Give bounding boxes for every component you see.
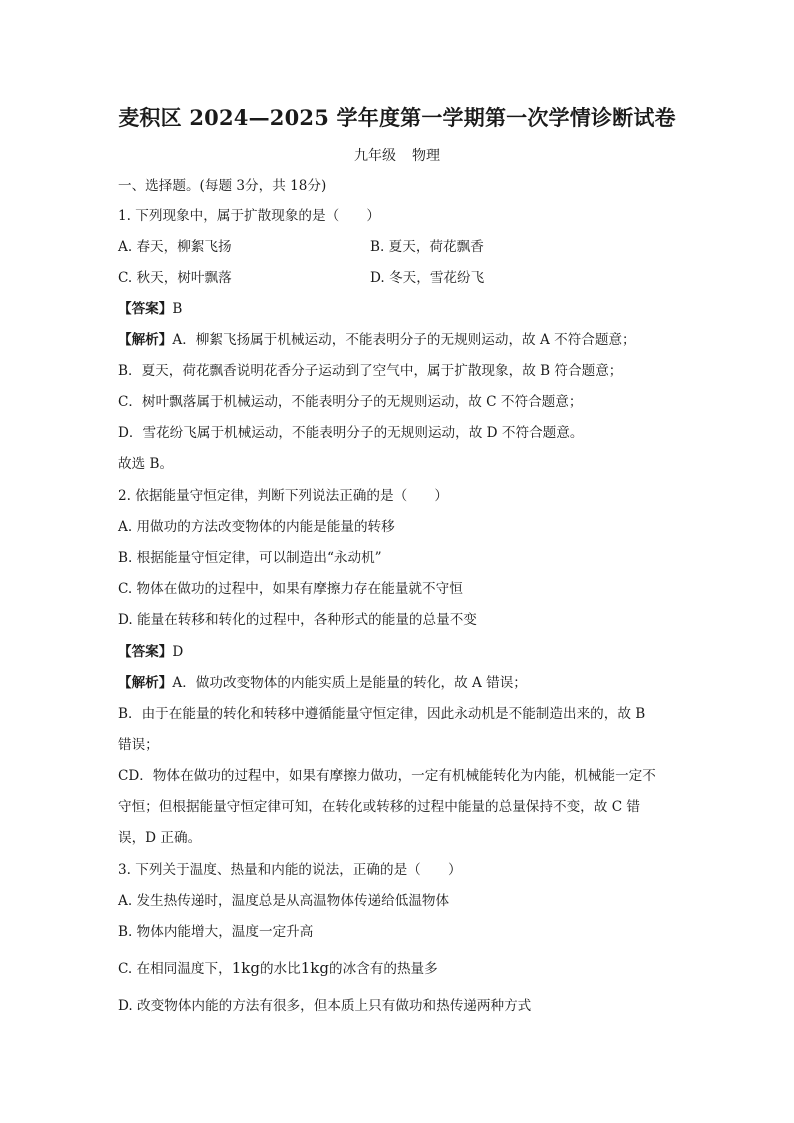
q3-option-d: D. 改变物体内能的方法有很多，但本质上只有做功和热传递两种方式 xyxy=(118,998,532,1014)
q3-option-b: B. 物体内能增大，温度一定升高 xyxy=(118,924,314,940)
section-heading: 一、选择题。(每题 3分，共 18分) xyxy=(118,178,327,194)
q1-stem: 1. 下列现象中，属于扩散现象的是（ ） xyxy=(118,208,380,224)
q2-answer xyxy=(118,642,183,662)
mass-unit: 1kg xyxy=(300,959,329,977)
analysis-text: A．柳絮飞扬属于机械运动，不能表明分子的无规则运动，故 A 不符合题意； xyxy=(172,332,636,348)
q1-option-b: B. 夏天，荷花飘香 xyxy=(370,239,484,255)
grade-label: 九年级 xyxy=(354,148,396,164)
mass-unit: 1kg xyxy=(231,959,260,977)
answer-label: 【答案】 xyxy=(118,644,173,660)
q3-option-c xyxy=(118,958,438,979)
q3-option-c-prefix: C. 在相同温度下， xyxy=(118,961,232,977)
q1-answer xyxy=(118,299,182,319)
q3-option-c-suffix: 的冰含有的热量多 xyxy=(329,961,438,977)
analysis-label: 【解析】 xyxy=(118,675,173,691)
q1-analysis-line: C．树叶飘落属于机械运动，不能表明分子的无规则运动，故 C 不符合题意； xyxy=(118,394,583,410)
q2-analysis-line: 误，D 正确。 xyxy=(118,830,202,846)
q1-option-a: A. 春天，柳絮飞扬 xyxy=(118,239,232,255)
q1-analysis-line: D．雪花纷飞属于机械运动，不能表明分子的无规则运动，故 D 不符合题意。 xyxy=(118,425,584,441)
answer-value: B xyxy=(172,301,183,317)
q1-conclusion: 故选 B。 xyxy=(118,456,174,472)
q2-analysis-line: 守恒；但根据能量守恒定律可知，在转化或转移的过程中能量的总量保持不变，故 C 错 xyxy=(118,799,641,815)
q2-option-b: B. 根据能量守恒定律，可以制造出“永动机” xyxy=(118,550,382,566)
q2-analysis-line: 错误； xyxy=(118,737,159,753)
analysis-text: A．做功改变物体的内能实质上是能量的转化，故 A 错误； xyxy=(172,675,527,691)
exam-subtitle xyxy=(0,145,794,165)
q2-option-c: C. 物体在做功的过程中，如果有摩擦力存在能量就不守恒 xyxy=(118,581,463,597)
q1-option-d: D. 冬天，雪花纷飞 xyxy=(370,270,485,286)
q2-stem: 2. 依据能量守恒定律，判断下列说法正确的是（ ） xyxy=(118,488,448,504)
q2-analysis-line: CD．物体在做功的过程中，如果有摩擦力做功，一定有机械能转化为内能，机械能一定不 xyxy=(118,768,656,784)
analysis-label: 【解析】 xyxy=(118,332,173,348)
q2-option-a: A. 用做功的方法改变物体的内能是能量的转移 xyxy=(118,519,395,535)
q3-option-a: A. 发生热传递时，温度总是从高温物体传递给低温物体 xyxy=(118,893,450,909)
exam-title: 麦积区 2024—2025 学年度第一学期第一次学情诊断试卷 xyxy=(118,105,676,130)
q1-analysis-line: B．夏天，荷花飘香说明花香分子运动到了空气中，属于扩散现象，故 B 符合题意； xyxy=(118,363,623,379)
q3-stem: 3. 下列关于温度、热量和内能的说法，正确的是（ ） xyxy=(118,862,462,878)
q2-analysis-line: B．由于在能量的转化和转移中遵循能量守恒定律，因此永动机是不能制造出来的，故 B xyxy=(118,706,646,722)
q2-option-d: D. 能量在转移和转化的过程中，各种形式的能量的总量不变 xyxy=(118,612,477,628)
answer-value: D xyxy=(172,644,184,660)
q3-option-c-mid: 的水比 xyxy=(259,961,301,977)
q1-analysis-line xyxy=(118,330,636,350)
answer-label: 【答案】 xyxy=(118,301,173,317)
q1-option-c: C. 秋天，树叶飘落 xyxy=(118,270,232,286)
subject-label: 物理 xyxy=(412,148,440,164)
q2-analysis-line xyxy=(118,673,527,693)
